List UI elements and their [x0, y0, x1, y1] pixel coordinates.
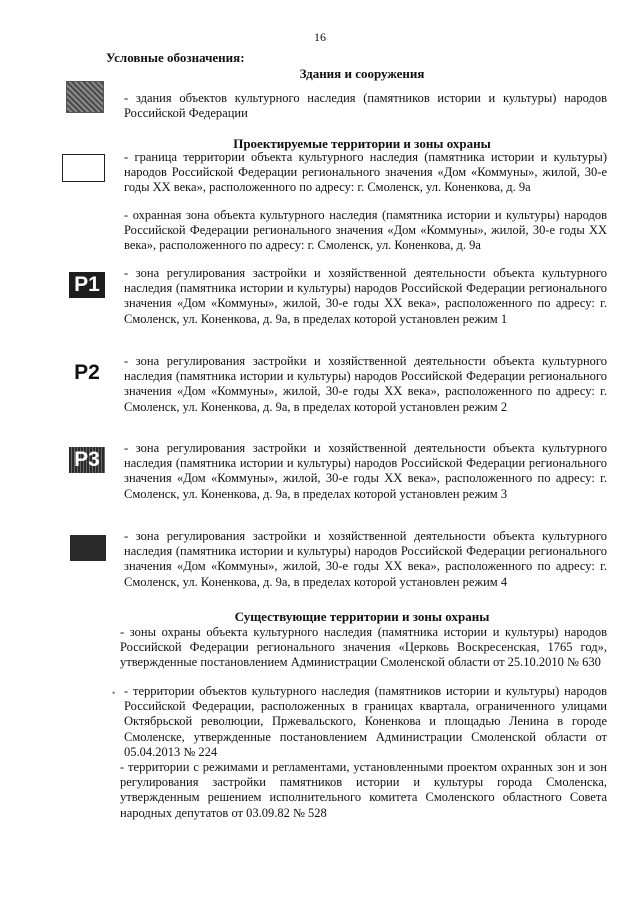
page-number: 16: [314, 30, 326, 44]
boundary-rectangle-icon: [62, 154, 105, 182]
section-heading-buildings: Здания и сооружения: [299, 66, 425, 81]
section-heading-projected: Проектируемые территории и зоны охраны: [233, 136, 491, 151]
zone-p3-icon: Р3: [69, 447, 105, 473]
legend-item-existing-territories: - территории объектов культурного наследия (памятников истории и культуры) народов Российской Федерации, расположенных в границах квартала, ограниченного улицами Октябрьской революции, Пржевальского, Коненкова и площадью Ленина в городе Смоленске, утвержденные постановлением Администрации Смоленской области от 05.04.2013 № 224: [124, 684, 607, 759]
buildings-hatch-icon: [67, 82, 103, 112]
legend-item-buildings: - здания объектов культурного наследия (памятников истории и культуры) народов Российской Федерации: [124, 91, 607, 121]
zone-p1-icon: Р1: [69, 272, 105, 298]
zone-p4-icon: [70, 535, 106, 561]
zone-p2-icon: Р2: [69, 360, 105, 386]
legend-item-existing-church: - зоны охраны объекта культурного наследия (памятника истории и культуры) народов Российской Федерации регионального значения «Церковь Воскресенская, 1765 год», утвержденные постановлением Администрации Смоленской области от 25.10.2010 № 630: [120, 625, 607, 670]
legend-item-existing-regimes: - территории с режимами и регламентами, установленными проектом охранных зон и зон регулирования застройки памятников истории и культуры города Смоленска, утвержденным решением исполнительного комитета Смоленского областного Совета народных депутатов от 03.09.82 № 528: [120, 760, 607, 820]
bullet-mark: •: [112, 688, 116, 698]
legend-item-protection-zone: - охранная зона объекта культурного наследия (памятника истории и культуры) народов Российской Федерации регионального значения «Дом «Коммуны», жилой, 30-е годы XX века», расположенного по адресу: г. Смоленск, ул. Коненкова, д. 9а: [124, 208, 607, 253]
legend-item-zone-p1: - зона регулирования застройки и хозяйственной деятельности объекта культурного наследия (памятника истории и культуры) народов Российской Федерации регионального значения «Дом «Коммуны», жилой, 30-е годы XX века», расположенного по адресу: г. Смоленск, ул. Коненкова, д. 9а, в пределах которой установлен режим 1: [124, 266, 607, 326]
legend-item-zone-p2: - зона регулирования застройки и хозяйственной деятельности объекта культурного наследия (памятника истории и культуры) народов Российской Федерации регионального значения «Дом «Коммуны», жилой, 30-е годы XX века», расположенного по адресу: г. Смоленск, ул. Коненкова, д. 9а, в пределах которой установлен режим 2: [124, 354, 607, 414]
section-heading-existing: Существующие территории и зоны охраны: [234, 609, 490, 624]
legend-heading: Условные обозначения:: [106, 50, 245, 65]
legend-item-zone-p3: - зона регулирования застройки и хозяйственной деятельности объекта культурного наследия (памятника истории и культуры) народов Российской Федерации регионального значения «Дом «Коммуны», жилой, 30-е годы XX века», расположенного по адресу: г. Смоленск, ул. Коненкова, д. 9а, в пределах которой установлен режим 3: [124, 441, 607, 501]
legend-item-zone-p4: - зона регулирования застройки и хозяйственной деятельности объекта культурного наследия (памятника истории и культуры) народов Российской Федерации регионального значения «Дом «Коммуны», жилой, 30-е годы XX века», расположенного по адресу: г. Смоленск, ул. Коненкова, д. 9а, в пределах которой установлен режим 4: [124, 529, 607, 589]
legend-item-boundary: - граница территории объекта культурного наследия (памятника истории и культуры) народов Российской Федерации регионального значения «Дом «Коммуны», жилой, 30-е годы XX века», расположенного по адресу: г. Смоленск, ул. Коненкова, д. 9а: [124, 150, 607, 195]
